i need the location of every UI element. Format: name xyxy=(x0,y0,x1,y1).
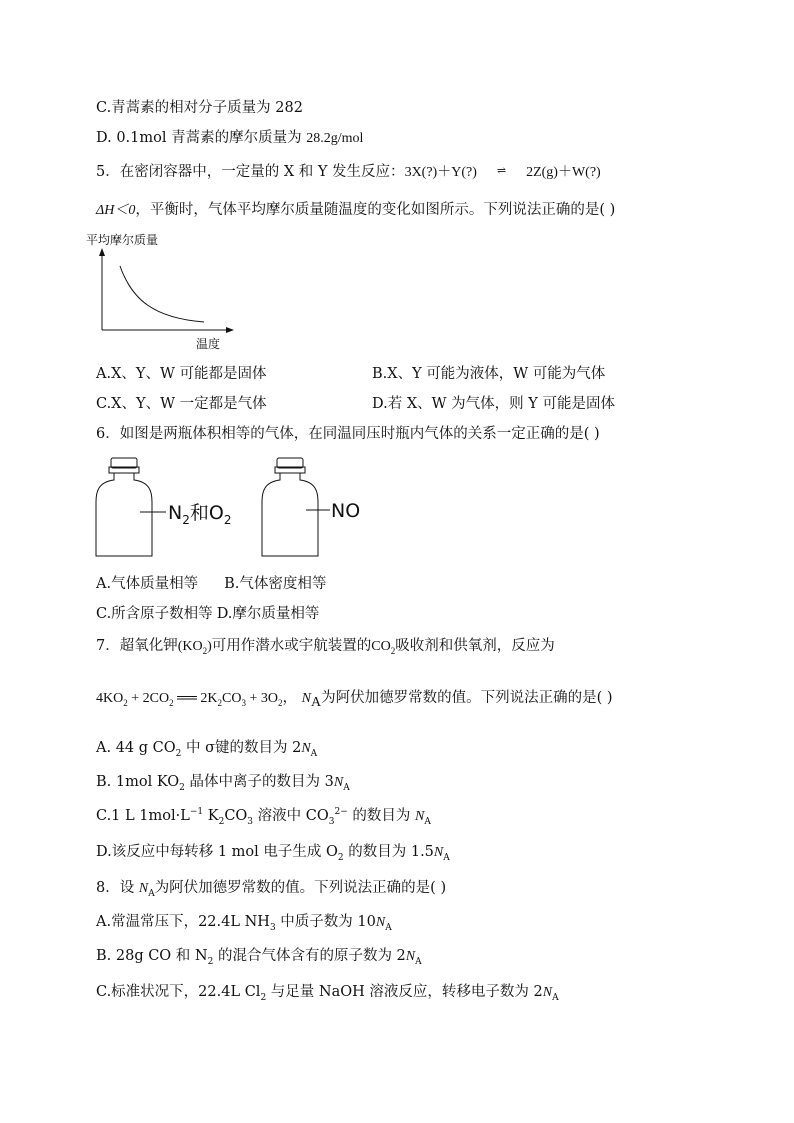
na-symbol: N xyxy=(405,949,416,964)
q7-stem xyxy=(96,636,555,657)
q7-option-c-text-d: 溶液中 CO xyxy=(253,808,329,824)
q7-option-d-text-a: D.该反应中每转移 1 mol 电子生成 O xyxy=(96,844,338,860)
q5-option-d: D.若 X、W 为气体，则 Y 可能是固体 xyxy=(372,396,615,412)
na-symbol: N xyxy=(301,741,311,756)
q8-option-c-text-b: 与足量 NaOH 溶液反应，转移电子数为 2 xyxy=(266,984,543,1000)
na-sub: A xyxy=(385,922,392,933)
q5-equation-left: 3X(?)＋Y(?) xyxy=(404,165,477,180)
q7-equation: $4KO_2 + 2CO_2$ ══ $2K_2CO_3 + 3O_2$ xyxy=(96,691,283,708)
q6-option-d: D.摩尔质量相等 xyxy=(216,606,320,622)
q4-option-d-value: 28.2g/mol xyxy=(306,131,364,146)
na-symbol: N xyxy=(433,845,444,860)
q8-option-a-text-a: A.常温常压下，22.4L NH xyxy=(96,914,270,930)
na-sub: A xyxy=(424,816,431,827)
q8-option-b-sub: 2 xyxy=(207,956,214,967)
q7-co2-formula: $CO_2$ xyxy=(371,639,396,656)
q8-stem xyxy=(96,878,446,899)
q7-na-symbol: N xyxy=(301,691,311,706)
q5-equation-right: 2Z(g)＋W(?) xyxy=(526,165,601,180)
q7-option-c-text-e: 的数目为 xyxy=(347,808,415,824)
q8-option-c xyxy=(96,982,559,1003)
q7-option-a xyxy=(96,738,317,759)
q6-bottles-figure xyxy=(92,452,392,567)
q7-option-d xyxy=(96,842,450,863)
bottle-icon xyxy=(96,458,166,556)
na-symbol: N xyxy=(333,775,344,790)
na-symbol: N xyxy=(375,915,386,930)
q6-options-row2 xyxy=(96,604,319,624)
bottle-icon xyxy=(262,458,330,556)
q8-option-a xyxy=(96,912,392,933)
q7-stem-text-c: 吸收剂和供氧剂，反应为 xyxy=(395,638,555,654)
q5-delta-h: ΔH＜0 xyxy=(96,203,136,218)
na-symbol: N xyxy=(138,881,149,896)
q7-option-c-sup2: 2− xyxy=(334,807,348,818)
q7-option-c-text-b: K xyxy=(203,808,219,824)
q7-option-a-text-b: 中 σ键的数目为 2 xyxy=(181,740,302,756)
q7-option-c xyxy=(96,806,431,827)
q7-stem-line2-text: 为阿伏加德罗常数的值。下列说法正确的是( ) xyxy=(321,690,613,706)
q5-stem-line2-text: ，平衡时，气体平均摩尔质量随温度的变化如图所示。下列说法正确的是( ) xyxy=(135,202,616,218)
na-symbol: N xyxy=(414,809,425,824)
bottle2-label: NO xyxy=(331,500,361,522)
q5-chart-y-arrow xyxy=(99,248,105,256)
q7-ko2-formula: $(KO_2)$ xyxy=(177,639,212,656)
q8-option-a-sub: 3 xyxy=(269,922,276,933)
q8-option-c-text-a: C.标准状况下，22.4L Cl xyxy=(96,984,261,1000)
q4-option-d-text: D. 0.1mol 青蒿素的摩尔质量为 xyxy=(96,130,307,146)
bottle1-label: $N_2$和$O_2$ xyxy=(168,502,232,527)
q7-option-c-text-a: C.1 L 1mol·L xyxy=(96,808,190,824)
q6-options-row1 xyxy=(96,574,326,594)
q7-option-b xyxy=(96,772,350,793)
q7-option-d-text-b: 的数目为 1.5 xyxy=(343,844,434,860)
q8-option-c-sub: 2 xyxy=(260,992,267,1003)
q5-chart-ylabel: 平均摩尔质量 xyxy=(86,233,159,247)
reversible-arrow-icon: ⇌ xyxy=(496,164,507,177)
q7-option-b-text-a: B. 1mol KO xyxy=(96,774,180,790)
q4-option-c: C.青蒿素的相对分子质量为 282 xyxy=(96,100,303,116)
q7-option-c-sub1: 2 xyxy=(218,816,225,827)
q7-option-b-sub: 2 xyxy=(179,782,185,793)
q5-chart-xlabel: 温度 xyxy=(196,337,221,350)
na-sub: A xyxy=(443,852,450,863)
q6-option-a: A.气体质量相等 xyxy=(96,576,199,592)
q7-stem-text-b: 可用作潜水或宇航装置的 xyxy=(211,638,372,654)
q8-option-b xyxy=(96,946,422,967)
q6-stem: 6．如图是两瓶体积相等的气体，在同温同压时瓶内气体的关系一定正确的是( ) xyxy=(96,426,600,442)
q5-option-b: B.X、Y 可能为液体，W 可能为气体 xyxy=(372,366,606,382)
q7-option-c-sup: −1 xyxy=(189,807,204,818)
q8-stem-text: 为阿伏加德罗常数的值。下列说法正确的是( ) xyxy=(154,880,447,896)
q7-option-a-sub: 2 xyxy=(175,748,182,759)
na-sub: A xyxy=(343,782,350,793)
q8-option-b-text-b: 的混合气体含有的原子数为 2 xyxy=(213,948,406,964)
q6-option-c: C.所含原子数相等 xyxy=(96,606,213,622)
q5-chart-x-arrow xyxy=(226,327,234,333)
q8-stem-prefix: 8．设 xyxy=(96,880,139,896)
na-sub: A xyxy=(310,748,318,759)
q5-option-a: A.X、Y、W 可能都是固体 xyxy=(96,366,267,382)
q7-option-c-sub3: 3 xyxy=(328,816,335,827)
q8-option-b-text-a: B. 28g CO 和 N xyxy=(96,948,208,964)
q5-chart-curve xyxy=(120,266,204,322)
q7-option-d-sub: 2 xyxy=(337,852,344,863)
na-sub: A xyxy=(552,992,559,1003)
q7-stem-text-a: 7．超氧化钾 xyxy=(96,638,178,654)
q5-stem-text: 5．在密闭容器中，一定量的 X 和 Y 发生反应： xyxy=(96,164,405,180)
q5-stem-line2 xyxy=(96,200,615,221)
q7-stem-line2: $4KO_2 + 2CO_2$ ══ $2K_2CO_3 + 3O_2$， $N_A$为阿伏加德罗常数的值。下列说法正确的是( ) xyxy=(96,690,613,710)
q5-stem xyxy=(96,162,601,183)
q7-option-b-text-b: 晶体中离子的数目为 3 xyxy=(184,774,334,790)
na-sub: A xyxy=(148,888,155,899)
na-sub: A xyxy=(415,956,422,967)
q7-option-c-sub2: 3 xyxy=(247,816,254,827)
q4-option-d xyxy=(96,128,363,149)
q7-option-a-text-a: A. 44 g CO xyxy=(96,740,176,756)
q8-option-a-text-b: 中质子数为 10 xyxy=(275,914,376,930)
q6-option-b: B.气体密度相等 xyxy=(224,576,327,592)
na-symbol: N xyxy=(542,985,553,1000)
q7-option-c-text-c: CO xyxy=(224,808,248,824)
q7-na-sub: A xyxy=(310,694,322,710)
q5-option-c: C.X、Y、W 一定都是气体 xyxy=(96,396,267,412)
q5-chart xyxy=(84,230,244,350)
